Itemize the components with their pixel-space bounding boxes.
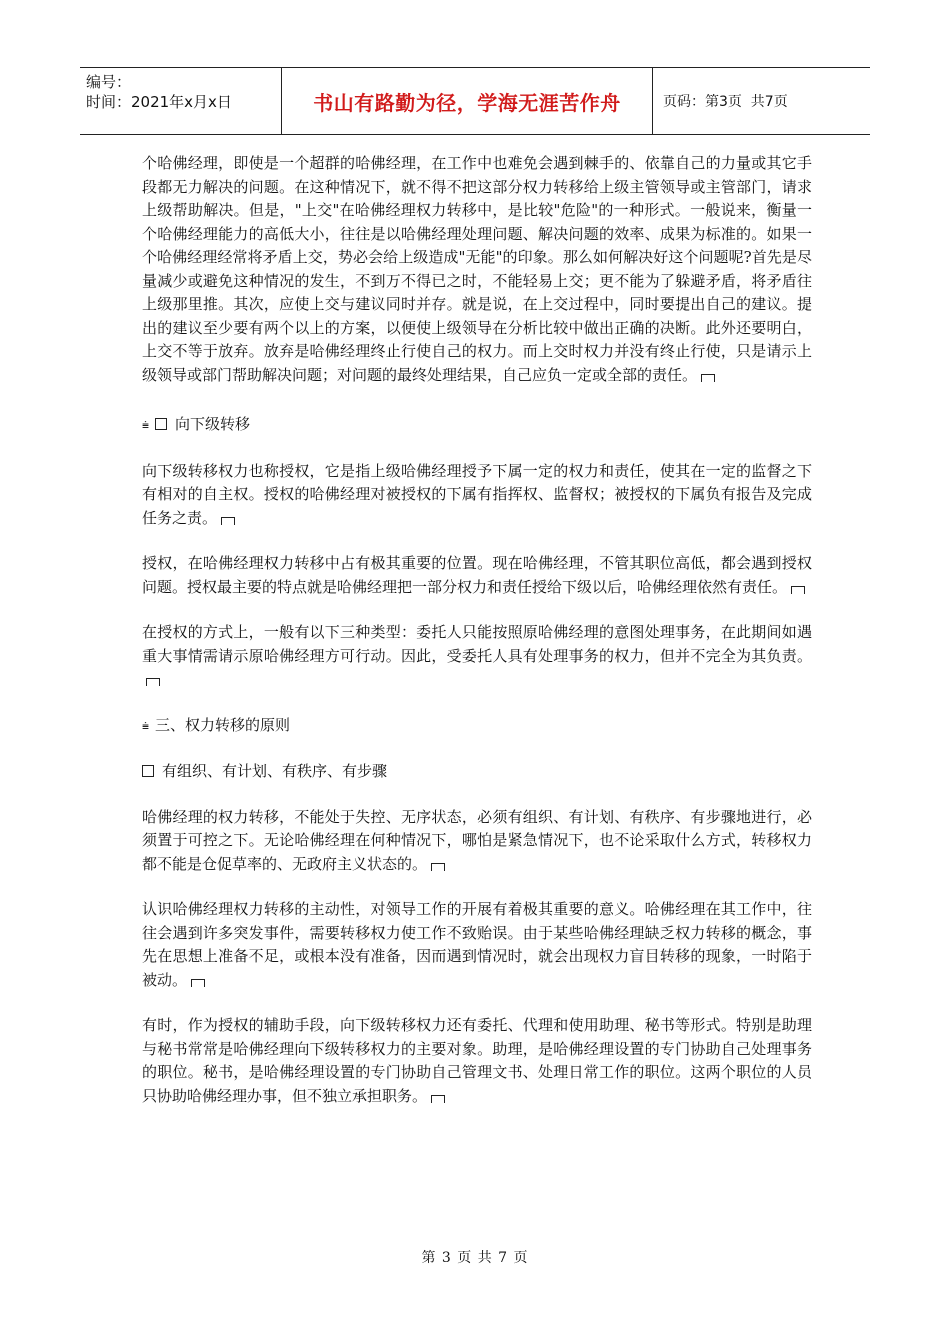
- page-footer: 第 3 页 共 7 页: [421, 1250, 529, 1266]
- heading-symbol: ⩧: [142, 718, 150, 733]
- section-heading: [142, 413, 812, 438]
- paragraph: [142, 898, 812, 992]
- sub-heading: [142, 760, 812, 784]
- checkbox-icon: [155, 418, 167, 430]
- document-date-label: 时间：2021年x月x日: [86, 93, 232, 111]
- checkbox-icon: [142, 765, 154, 777]
- paragraph-mark-icon: [191, 979, 205, 987]
- paragraph-mark-icon: [431, 1095, 445, 1103]
- paragraph: [142, 1014, 812, 1108]
- heading-symbol: ⩧: [142, 418, 150, 432]
- paragraph: [142, 806, 812, 877]
- paragraph-mark-icon: [221, 517, 235, 525]
- paragraph-mark-icon: [701, 374, 715, 382]
- paragraph-text: 在授权的方式上，一般有以下三种类型：委托人只能按照原哈佛经理的意图处理事务，在此期间如遇重大事情需请示原哈佛经理方可行动。因此，受委托人具有处理事务的权力，但并不完全为其负责。: [142, 623, 812, 665]
- page-header: [80, 67, 870, 135]
- paragraph-text: 个哈佛经理，即使是一个超群的哈佛经理，在工作中也难免会遇到棘手的、依靠自己的力量或其它手段都无力解决的问题。在这种情况下，就不得不把这部分权力转移给上级主管领导或主管部门，请求上级帮助解决。但是，"上交"在哈佛经理权力转移中，是比较"危险"的一种形式。一般说来，衡量一个哈佛经理能力的高低大小，往往是以哈佛经理处理问题、解决问题的效率、成果为标准的。如果一个哈佛经理经常将矛盾上交，势必会给上级造成"无能"的印象。那么如何解决好这个问题呢?首先是尽量减少或避免这种情况的发生，不到万不得已之时，不能轻易上交；更不能为了躲避矛盾，将矛盾往上级那里推。其次，应使上交与建议同时并存。就是说，在上交过程中，同时要提出自己的建议。提出的建议至少要有两个以上的方案，以便使上级领导在分析比较中做出正确的决断。此外还要明白，上交不等于放弃。放弃是哈佛经理终止行使自己的权力。而上交时权力并没有终止行使，只是请示上级领导或部门帮助解决问题；对问题的最终处理结果，自己应负一定或全部的责任。: [142, 154, 812, 384]
- paragraph-mark-icon: [146, 678, 160, 686]
- paragraph-text: 哈佛经理的权力转移，不能处于失控、无序状态，必须有组织、有计划、有秩序、有步骤地进行，必须置于可控之下。无论哈佛经理在何种情况下，哪怕是紧急情况下，也不论采取什么方式，转移权力都不能是仓促草率的、无政府主义状态的。: [142, 807, 812, 873]
- heading-text: 向下级转移: [175, 415, 251, 433]
- paragraph: [142, 552, 812, 599]
- header-meta: [80, 68, 282, 134]
- paragraph-text: 向下级转移权力也称授权，它是指上级哈佛经理授予下属一定的权力和责任，使其在一定的监督之下有相对的自主权。授权的哈佛经理对被授权的下属有指挥权、监督权；被授权的下属负有报告及完成任务之责。: [142, 461, 812, 527]
- paragraph: [142, 621, 812, 692]
- header-motto: 书山有路勤为径，学海无涯苦作舟: [282, 68, 653, 134]
- section-heading: [142, 714, 812, 739]
- heading-text: 有组织、有计划、有秩序、有步骤: [162, 762, 388, 780]
- document-code-label: 编号：: [86, 73, 132, 91]
- paragraph-text: 授权，在哈佛经理权力转移中占有极其重要的位置。现在哈佛经理，不管其职位高低，都会遇到授权问题。授权最主要的特点就是哈佛经理把一部分权力和责任授给下级以后，哈佛经理依然有责任。: [142, 554, 812, 596]
- paragraph-text: 认识哈佛经理权力转移的主动性，对领导工作的开展有着极其重要的意义。哈佛经理在其工作中，往往会遇到许多突发事件，需要转移权力使工作不致贻误。由于某些哈佛经理缺乏权力转移的概念，事先在思想上准备不足，或根本没有准备，因而遇到情况时，就会出现权力盲目转移的现象，一时陷于被动。: [142, 900, 812, 989]
- paragraph: [142, 152, 812, 387]
- paragraph-text: 有时，作为授权的辅助手段，向下级转移权力还有委托、代理和使用助理、秘书等形式。特别是助理与秘书常常是哈佛经理向下级转移权力的主要对象。助理，是哈佛经理设置的专门协助自己处理事务的职位。秘书，是哈佛经理设置的专门协助自己管理文书、处理日常工作的职位。这两个职位的人员只协助哈佛经理办事，但不独立承担职务。: [142, 1016, 812, 1105]
- heading-text: 三、权力转移的原则: [155, 715, 291, 734]
- document-body: [142, 152, 812, 1130]
- paragraph: [142, 460, 812, 531]
- paragraph-mark-icon: [791, 586, 805, 594]
- header-page-info: 页码：第3页 共7页: [663, 94, 788, 110]
- paragraph-mark-icon: [431, 863, 445, 871]
